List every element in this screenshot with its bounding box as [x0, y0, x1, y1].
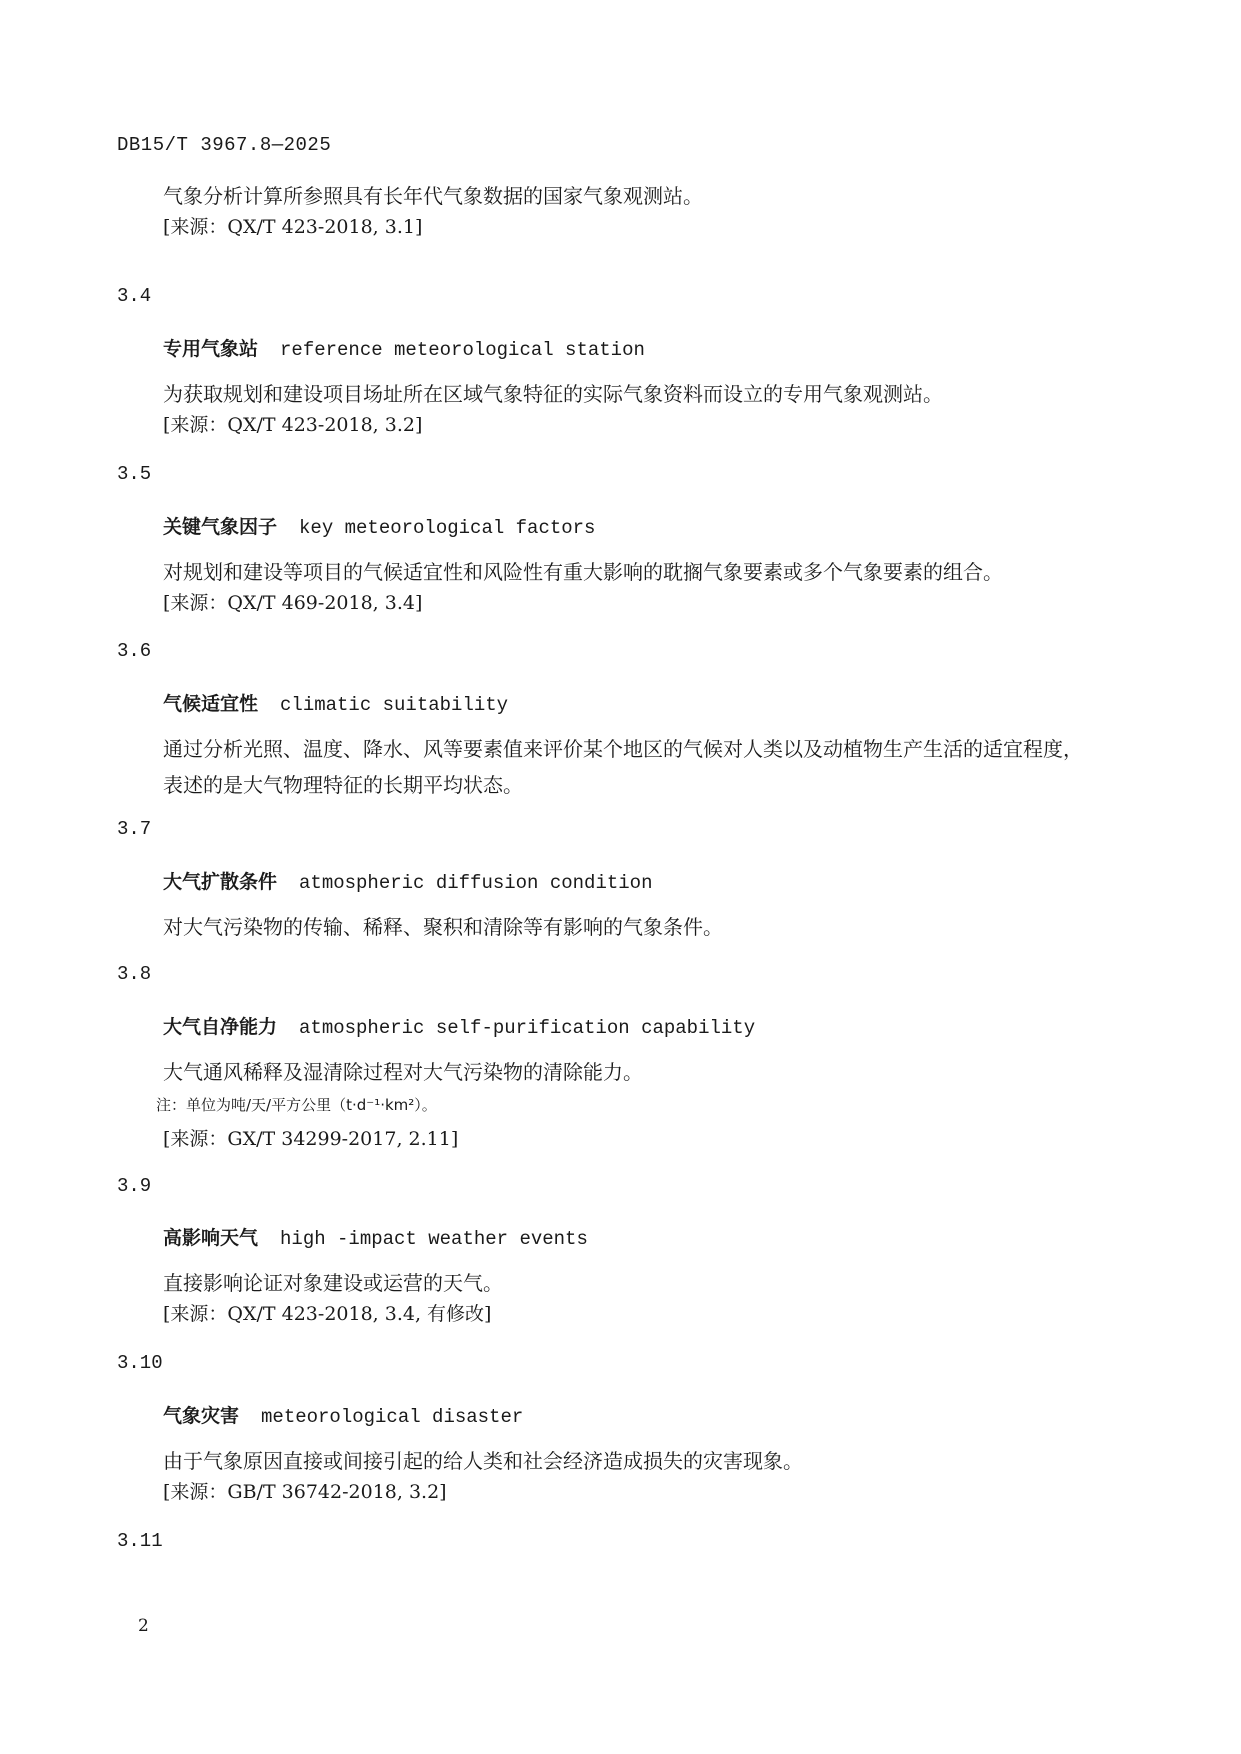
source-citation: [来源：QX/T 423-2018, 3.1]: [163, 216, 423, 238]
clause-number: 3.9: [117, 1175, 152, 1197]
definition-text: 气象分析计算所参照具有长年代气象数据的国家气象观测站。: [163, 184, 703, 208]
term-entry: [163, 512, 595, 539]
term-chinese: 大气扩散条件: [163, 871, 278, 893]
definition-text: 直接影响论证对象建设或运营的天气。: [163, 1271, 503, 1295]
term-chinese: 高影响天气: [163, 1227, 259, 1249]
source-citation: [来源：QX/T 469-2018, 3.4]: [163, 592, 423, 614]
definition-text: 由于气象原因直接或间接引起的给人类和社会经济造成损失的灾害现象。: [163, 1449, 803, 1473]
clause-number: 3.4: [117, 285, 152, 307]
term-entry: [163, 867, 652, 894]
term-chinese: 大气自净能力: [163, 1016, 278, 1038]
term-english: key meteorological factors: [299, 517, 596, 539]
clause-number: 3.5: [117, 463, 152, 485]
term-english: high -impact weather events: [280, 1228, 588, 1250]
definition-text: 对大气污染物的传输、稀释、聚积和清除等有影响的气象条件。: [163, 915, 723, 939]
term-chinese: 关键气象因子: [163, 516, 278, 538]
term-entry: [163, 1401, 523, 1428]
clause-number: 3.6: [117, 640, 152, 662]
source-citation: [来源：QX/T 423-2018, 3.4, 有修改]: [163, 1303, 492, 1325]
term-english: reference meteorological station: [280, 339, 645, 361]
definition-text: 对规划和建设等项目的气候适宜性和风险性有重大影响的耽搁气象要素或多个气象要素的组合。: [163, 560, 1003, 584]
note-text: 注：单位为吨/天/平方公里（t·d⁻¹·km²）。: [156, 1096, 437, 1114]
term-entry: [163, 689, 508, 716]
term-entry: [163, 1012, 755, 1039]
term-english: atmospheric self-purification capability: [299, 1017, 756, 1039]
term-english: atmospheric diffusion condition: [299, 872, 653, 894]
clause-number: 3.10: [117, 1352, 163, 1374]
term-chinese: 专用气象站: [163, 338, 259, 360]
term-chinese: 气象灾害: [163, 1405, 240, 1427]
term-chinese: 气候适宜性: [163, 693, 259, 715]
source-citation: [来源：GB/T 36742-2018, 3.2]: [163, 1481, 447, 1503]
term-english: meteorological disaster: [261, 1406, 524, 1428]
definition-text: 为获取规划和建设项目场址所在区域气象特征的实际气象资料而设立的专用气象观测站。: [163, 382, 943, 406]
clause-number: 3.8: [117, 963, 152, 985]
page-number: 2: [138, 1616, 149, 1636]
clause-number: 3.11: [117, 1530, 163, 1552]
term-entry: [163, 334, 645, 361]
definition-text: 通过分析光照、温度、降水、风等要素值来评价某个地区的气候对人类以及动植物生产生活的适宜程度，表述的是大气物理特征的长期平均状态。: [163, 737, 1083, 797]
term-english: climatic suitability: [280, 694, 509, 716]
clause-number: 3.7: [117, 818, 152, 840]
definition-text: 大气通风稀释及湿清除过程对大气污染物的清除能力。: [163, 1060, 643, 1084]
term-entry: [163, 1223, 588, 1250]
document-code: DB15/T 3967.8—2025: [117, 134, 332, 156]
source-citation: [来源：QX/T 423-2018, 3.2]: [163, 414, 423, 436]
source-citation: [来源：GX/T 34299-2017, 2.11]: [163, 1128, 459, 1150]
